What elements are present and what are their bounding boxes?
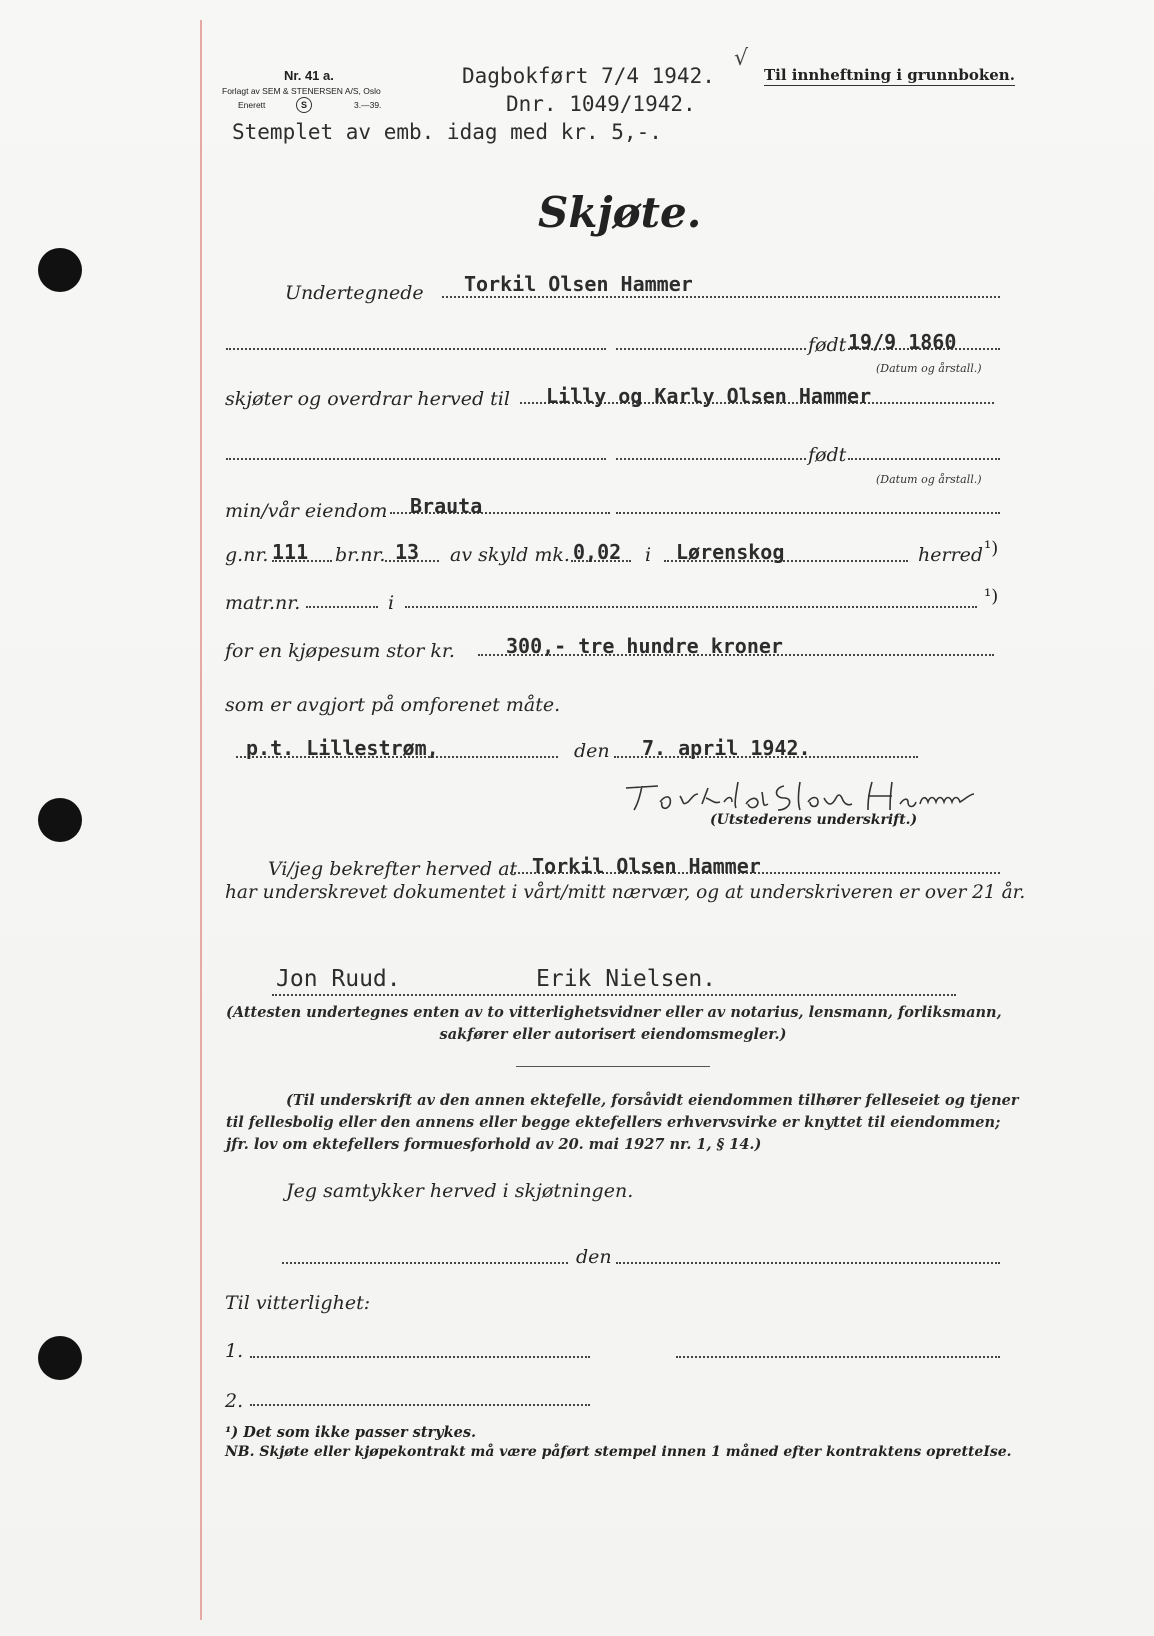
dotted-line <box>306 606 378 608</box>
born-value: 19/9 1860 <box>848 330 957 354</box>
dotted-line <box>226 458 606 460</box>
dotted-line <box>250 1356 590 1358</box>
punch-hole-top <box>38 248 82 292</box>
witness-2: Erik Nielsen. <box>536 966 717 992</box>
dotted-line <box>282 1262 568 1264</box>
confirm-label: Vi/jeg bekrefter herved at <box>268 858 518 880</box>
issuer-signature <box>620 776 1004 816</box>
property-value: Brauta <box>410 494 483 518</box>
brnr-label: br.nr. <box>335 544 386 566</box>
place-value: p.t. Lillestrøm, <box>246 736 439 760</box>
check-mark: √ <box>734 46 749 71</box>
attachment-note: Til innheftning i grunnboken. <box>764 66 1015 84</box>
publisher-line: Forlagt av SEM & STENERSEN A/S, Oslo <box>222 86 381 96</box>
footnote-mark: ¹) <box>984 586 999 607</box>
confirm-value: Torkil Olsen Hammer <box>532 854 761 878</box>
den-label-2: den <box>576 1246 612 1268</box>
transfer-label: skjøter og overdrar herved til <box>225 388 510 410</box>
matr-label: matr.nr. <box>225 592 301 614</box>
spouse-note-line-2: til fellesbolig eller den annens eller begge ektefellers erhvervsvirke er knyttet til eiendommen; <box>226 1114 1001 1131</box>
herred-label: herred <box>918 544 984 566</box>
undersigned-label: Undertegnede <box>285 282 424 304</box>
brnr-value: 13 <box>395 540 420 564</box>
dotted-line <box>405 606 977 608</box>
born-label: født <box>808 444 847 466</box>
witness-heading: Til vitterlighet: <box>225 1292 371 1314</box>
price-value: 300,- tre hundre kroner <box>506 634 783 658</box>
dotted-line <box>442 296 1000 298</box>
date-value: 7. april 1942. <box>642 736 811 760</box>
footnote: ¹) Det som ikke passer strykes. <box>225 1424 477 1441</box>
consent-text: Jeg samtykker herved i skjøtningen. <box>286 1180 634 1202</box>
undersigned-value: Torkil Olsen Hammer <box>464 272 693 296</box>
attest-note-line-2: sakfører eller autorisert eiendomsmegler.) <box>439 1026 787 1043</box>
dotted-line <box>272 994 956 996</box>
publisher-logo: S <box>296 97 312 113</box>
footnote-mark: ¹) <box>984 538 999 559</box>
dotted-line <box>616 512 1000 514</box>
spouse-note-line-1: (Til underskrift av den annen ektefelle, forsåvidt eiendommen tilhører felleseiet og tjener <box>286 1092 1019 1109</box>
punch-hole-middle <box>38 798 82 842</box>
property-label: min/vår eiendom <box>225 500 388 522</box>
stamp-note: Stemplet av emb. idag med kr. 5,-. <box>232 120 662 144</box>
date-hint: (Datum og årstall.) <box>876 473 982 486</box>
gnr-label: g.nr. <box>225 544 269 566</box>
publisher-rights: Enerett <box>238 100 266 110</box>
transfer-value: Lilly og Karly Olsen Hammer <box>546 384 872 408</box>
date-hint: (Datum og årstall.) <box>876 362 982 375</box>
dotted-line <box>226 348 606 350</box>
publisher-date: 3.—39. <box>354 100 382 110</box>
skyld-label: av skyld mk. <box>450 544 570 566</box>
form-number: Nr. 41 a. <box>284 68 334 83</box>
witness-1: Jon Ruud. <box>276 966 401 992</box>
dotted-line <box>250 1404 590 1406</box>
dotted-line <box>848 458 1000 460</box>
dotted-line <box>616 1262 1000 1264</box>
witness-number-2: 2. <box>225 1390 244 1412</box>
matr-i-label: i <box>388 592 395 614</box>
issuer-caption: (Utstederens underskrift.) <box>710 812 918 828</box>
nb-note: NB. Skjøte eller kjøpekontrakt må være påført stempel innen 1 måned efter kontraktens opretteIse. <box>225 1444 1012 1460</box>
dotted-line <box>676 1356 1000 1358</box>
i-label: i <box>645 544 652 566</box>
born-label: født <box>808 334 847 356</box>
witness-number-1: 1. <box>225 1340 244 1362</box>
dotted-line <box>616 348 806 350</box>
spouse-note-line-3: jfr. lov om ektefellers formuesforhold av 20. mai 1927 nr. 1, § 14.) <box>226 1136 762 1153</box>
attest-note-line-1: (Attesten undertegnes enten av to vitterlighetsvidner eller av notarius, lensmann, forliksmann, <box>226 1004 1002 1021</box>
journal-entry: Dagbokført 7/4 1942. <box>462 64 715 88</box>
separator-line <box>516 1066 710 1067</box>
gnr-value: 111 <box>272 540 309 564</box>
den-label: den <box>574 740 610 762</box>
confirm-text: har underskrevet dokumentet i vårt/mitt nærvær, og at underskriveren er over 21 år. <box>225 882 1026 903</box>
price-label: for en kjøpesum stor kr. <box>225 640 455 662</box>
herred-value: Lørenskog <box>676 540 785 564</box>
dotted-line <box>616 458 806 460</box>
skyld-value: 0,02 <box>573 540 622 564</box>
margin-rule <box>200 20 202 1620</box>
settled-text: som er avgjort på omforenet måte. <box>225 694 561 716</box>
punch-hole-bottom <box>38 1336 82 1380</box>
dnr: Dnr. 1049/1942. <box>506 92 696 116</box>
document-title: Skjøte. <box>538 188 702 237</box>
